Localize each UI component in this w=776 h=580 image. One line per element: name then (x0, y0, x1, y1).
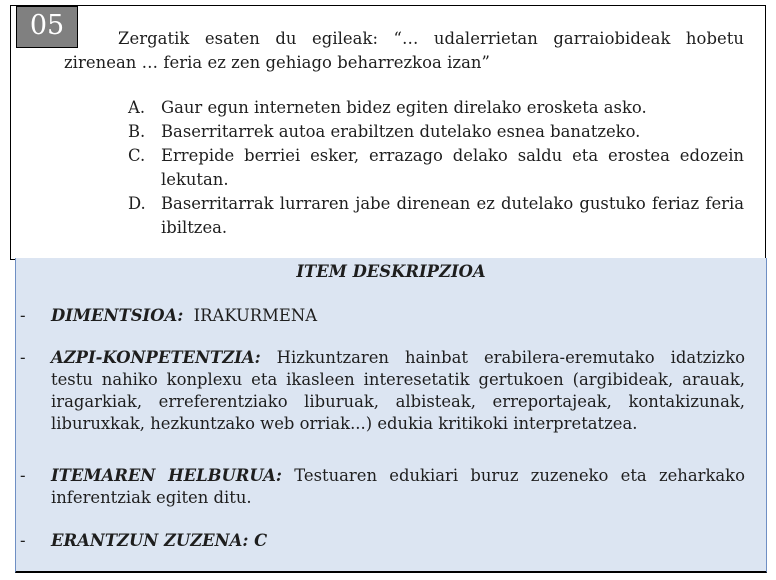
question-text: Zergatik esaten du egileak: “… udalerrietan garraiobideak hobetu zirenean … feria ez zen gehiago beharrezkoa izan” (64, 29, 744, 72)
item-goal-label: ITEMAREN HELBURUA: (51, 466, 282, 485)
item-goal-value: Testuaren edukiari buruz zuzeneko eta zeharkako inferentziak egiten ditu. (51, 466, 745, 507)
bullet-dash: - (20, 306, 26, 325)
option-text: Baserritarrak lurraren jabe direnean ez dutelako gustuko feriaz feria ibiltzea. (161, 194, 744, 237)
correct-answer-entry (20, 530, 745, 552)
dimension-value: IRAKURMENA (193, 306, 318, 325)
option-b (128, 120, 744, 144)
dimension-label: DIMENTSIOA: (51, 306, 184, 325)
option-letter: B. (128, 122, 146, 141)
option-a (128, 96, 744, 120)
sub-competence-value: Hizkuntzaren hainbat erabilera-eremutako idatzizko testu nahiko konplexu eta ikasleen interesetatik gertukoen (argibideak, arauak, iragarkiak, erreferentziako liburuak, albisteak, erreportajeak, kontakizunak, liburuxkak, hezkuntzako web orriak...) edukia kritikoki interpretatzea. (51, 348, 745, 433)
correct-answer-label: ERANTZUN ZUZENA: C (51, 531, 268, 550)
option-letter: C. (128, 146, 146, 165)
option-letter: A. (128, 98, 146, 117)
item-description-title: ITEM DESKRIPZIOA (296, 262, 486, 281)
option-text: Gaur egun interneten bidez egiten direlako erosketa asko. (161, 98, 647, 117)
option-text: Baserritarrek autoa erabiltzen dutelako esnea banatzeko. (161, 122, 641, 141)
dimension-entry (20, 305, 745, 327)
item-goal-entry (20, 465, 745, 509)
question-number-badge: 05 (16, 6, 78, 48)
sub-competence-entry (20, 347, 745, 435)
option-d (128, 192, 744, 240)
option-c (128, 144, 744, 192)
option-text: Errepide berriei esker, errazago delako saldu eta erostea edozein lekutan. (161, 146, 744, 189)
option-letter: D. (128, 194, 146, 213)
sub-competence-label: AZPI-KONPETENTZIA: (51, 348, 261, 367)
bullet-dash: - (20, 531, 26, 550)
answer-options (128, 96, 744, 240)
bullet-dash: - (20, 348, 26, 367)
bullet-dash: - (20, 466, 26, 485)
